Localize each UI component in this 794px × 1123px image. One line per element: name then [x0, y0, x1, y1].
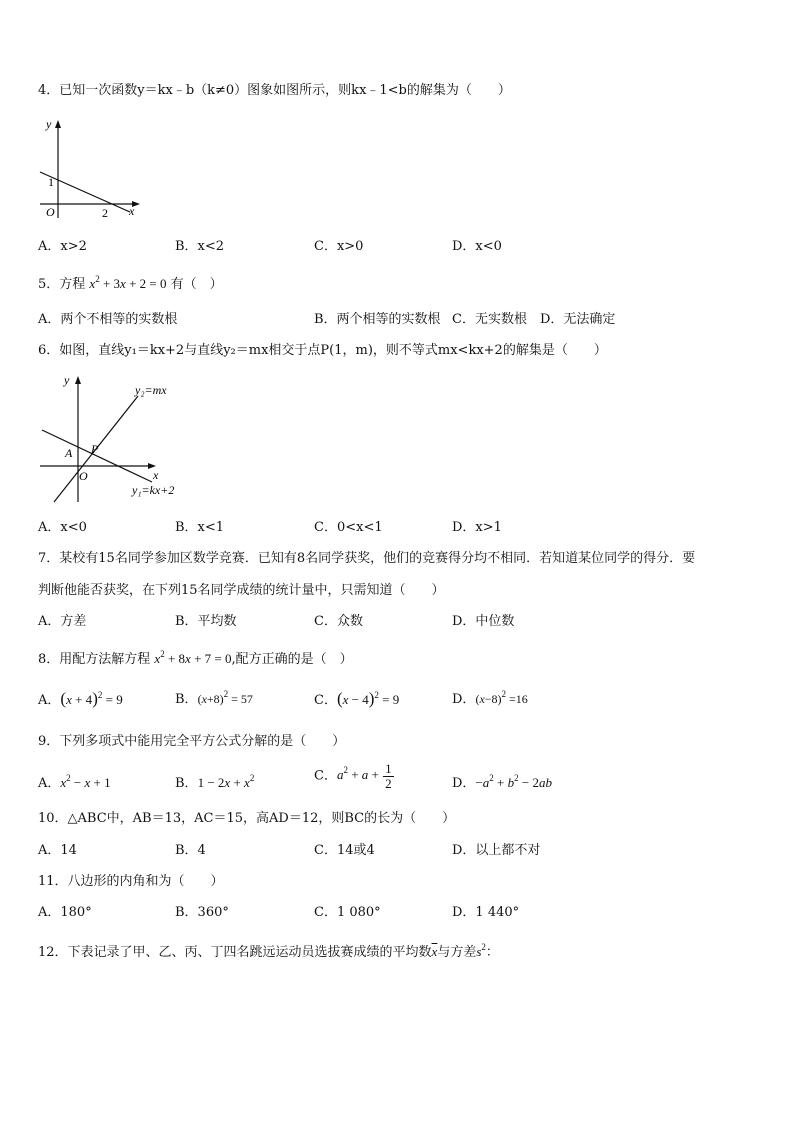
q7-option-d: D．中位数: [452, 614, 515, 629]
q4-y-label: y: [46, 117, 52, 131]
q9-option-c-formula: $a^2 + a$ + $\frac{1}{2}$: [336, 761, 392, 791]
q11-option-c: C．1 080°: [314, 905, 381, 920]
q7-option-b: B．平均数: [175, 614, 237, 629]
q9-option-c: [314, 762, 395, 791]
q6-option-d: D．x>1: [452, 520, 502, 535]
q6-point-a-label: A: [65, 446, 73, 460]
q8-option-d: [452, 690, 528, 709]
q6-stem: 6．如图，直线y₁＝kx+2与直线y₂＝mx相交于点P(1，m)，则不等式mx<kx+2的解集是（ ）: [38, 343, 607, 358]
q4-origin-label: O: [46, 205, 55, 219]
q5-stem: [38, 275, 223, 294]
q8-option-c-formula: $(x - 4)^2 = 9$: [336, 689, 400, 708]
q6-option-c: C．0<x<1: [314, 520, 383, 535]
q12-variance-symbol: $s^2$: [476, 942, 486, 959]
q5-prefix: 5．方程: [38, 277, 86, 292]
q6-option-a: A．x<0: [38, 520, 87, 535]
q8-option-b: [175, 690, 253, 709]
q9-option-b: [175, 774, 254, 793]
q8-label-d: D．: [452, 692, 476, 707]
q8-option-a-formula: $(x + 4)^2 = 9$: [60, 689, 123, 708]
q6-y-label: y: [64, 373, 70, 387]
q8-option-b-formula: $(x+8)^2 = 57$: [197, 689, 253, 706]
q11-option-b: B．360°: [175, 905, 229, 920]
q7-option-c: C．众数: [314, 614, 363, 629]
q4-option-b: B．x<2: [175, 239, 225, 254]
q11-option-a: A．180°: [38, 905, 92, 920]
q8-label-a: A．: [38, 693, 61, 708]
q4-y-intercept: 1: [48, 175, 54, 189]
q6-graph: [36, 370, 196, 506]
q8-equation: $x^2 + 8x + 7 = 0$: [154, 649, 232, 666]
q4-option-d: D．x<0: [452, 239, 502, 254]
q5-option-c: C．无实数根: [452, 312, 527, 327]
q8-option-a: [38, 690, 123, 710]
q4-x-label: x: [129, 204, 135, 218]
q4-graph: [36, 116, 146, 222]
q9-stem: 9．下列多项式中能用完全平方公式分解的是（ ）: [38, 734, 346, 749]
q8-prefix: 8．用配方法解方程: [38, 652, 151, 667]
q8-label-c: C．: [314, 693, 337, 708]
q6-option-b: B．x<1: [175, 520, 225, 535]
q8-option-c: [314, 690, 399, 710]
q11-option-d: D．1 440°: [452, 905, 520, 920]
q7-stem-line1: 7．某校有15名同学参加区数学竞赛．已知有8名同学获奖，他们的竞赛得分均不相同．若知道某位同学的得分．要: [38, 551, 696, 566]
q8-option-d-formula: $(x-8)^2 =16$: [475, 689, 528, 706]
q4-option-a: A．x>2: [38, 239, 87, 254]
q10-option-d: D．以上都不对: [452, 843, 541, 858]
q4-stem: 4．已知一次函数y＝kx﹣b（k≠0）图象如图所示，则kx﹣1<b的解集为（ ）: [38, 83, 511, 98]
q12-stem: 12．下表记录了甲、乙、丙、丁四名跳远运动员选拔赛成绩的平均数$\overline{x}$与方差$s^2$：: [38, 942, 499, 960]
q6-x-label: x: [153, 468, 159, 482]
q10-option-c: C．14或4: [314, 843, 375, 858]
q4-x-intercept: 2: [102, 206, 108, 220]
q5-suffix: 有（ ）: [170, 277, 223, 292]
q10-stem: 10．△ABC中，AB＝13，AC＝15，高AD＝12，则BC的长为（ ）: [38, 811, 456, 826]
q12-mean-symbol: $\overline{x}$: [431, 944, 438, 959]
q5-option-d: D．无法确定: [540, 312, 616, 327]
q8-label-b: B．: [175, 692, 198, 707]
q6-point-p-label: P: [91, 442, 99, 456]
q5-option-a: A．两个不相等的实数根: [38, 312, 178, 327]
q12-mid: 与方差: [437, 945, 477, 960]
q9-label-c: C．: [314, 768, 337, 784]
q8-stem: [38, 650, 353, 669]
q9-option-b-formula: $1 - 2x + x^2$: [197, 773, 255, 790]
q11-stem: 11．八边形的内角和为（ ）: [38, 874, 224, 889]
q9-label-a: A．: [38, 776, 61, 791]
q9-option-a: [38, 774, 111, 793]
q6-line1-label: y₁=kx+2: [132, 483, 175, 497]
q7-stem-line2: 判断他能否获奖，在下列15名同学成绩的统计量中，只需知道（ ）: [38, 583, 445, 598]
q6-line2-label: y₂=mx: [135, 383, 167, 397]
q10-option-a: A．14: [38, 843, 77, 858]
q4-option-c: C．x>0: [314, 239, 364, 254]
q9-option-d: [452, 774, 552, 793]
q7-option-a: A．方差: [38, 614, 87, 629]
q5-equation: $x^2 + 3x + 2 = 0$: [89, 274, 167, 291]
q10-option-b: B．4: [175, 843, 206, 858]
q6-origin-label: O: [79, 469, 88, 483]
q9-label-d: D．: [452, 776, 476, 791]
q9-option-a-formula: $x^2 - x + 1$: [60, 773, 111, 790]
q5-option-b: B．两个相等的实数根: [314, 312, 441, 327]
q9-label-b: B．: [175, 776, 198, 791]
q9-option-d-formula: $-a^2 + b^2 - 2ab$: [475, 773, 552, 790]
q12-prefix: 12．下表记录了甲、乙、丙、丁四名跳远运动员选拔赛成绩的平均数: [38, 945, 432, 960]
q8-suffix: ,配方正确的是（ ）: [231, 652, 353, 667]
